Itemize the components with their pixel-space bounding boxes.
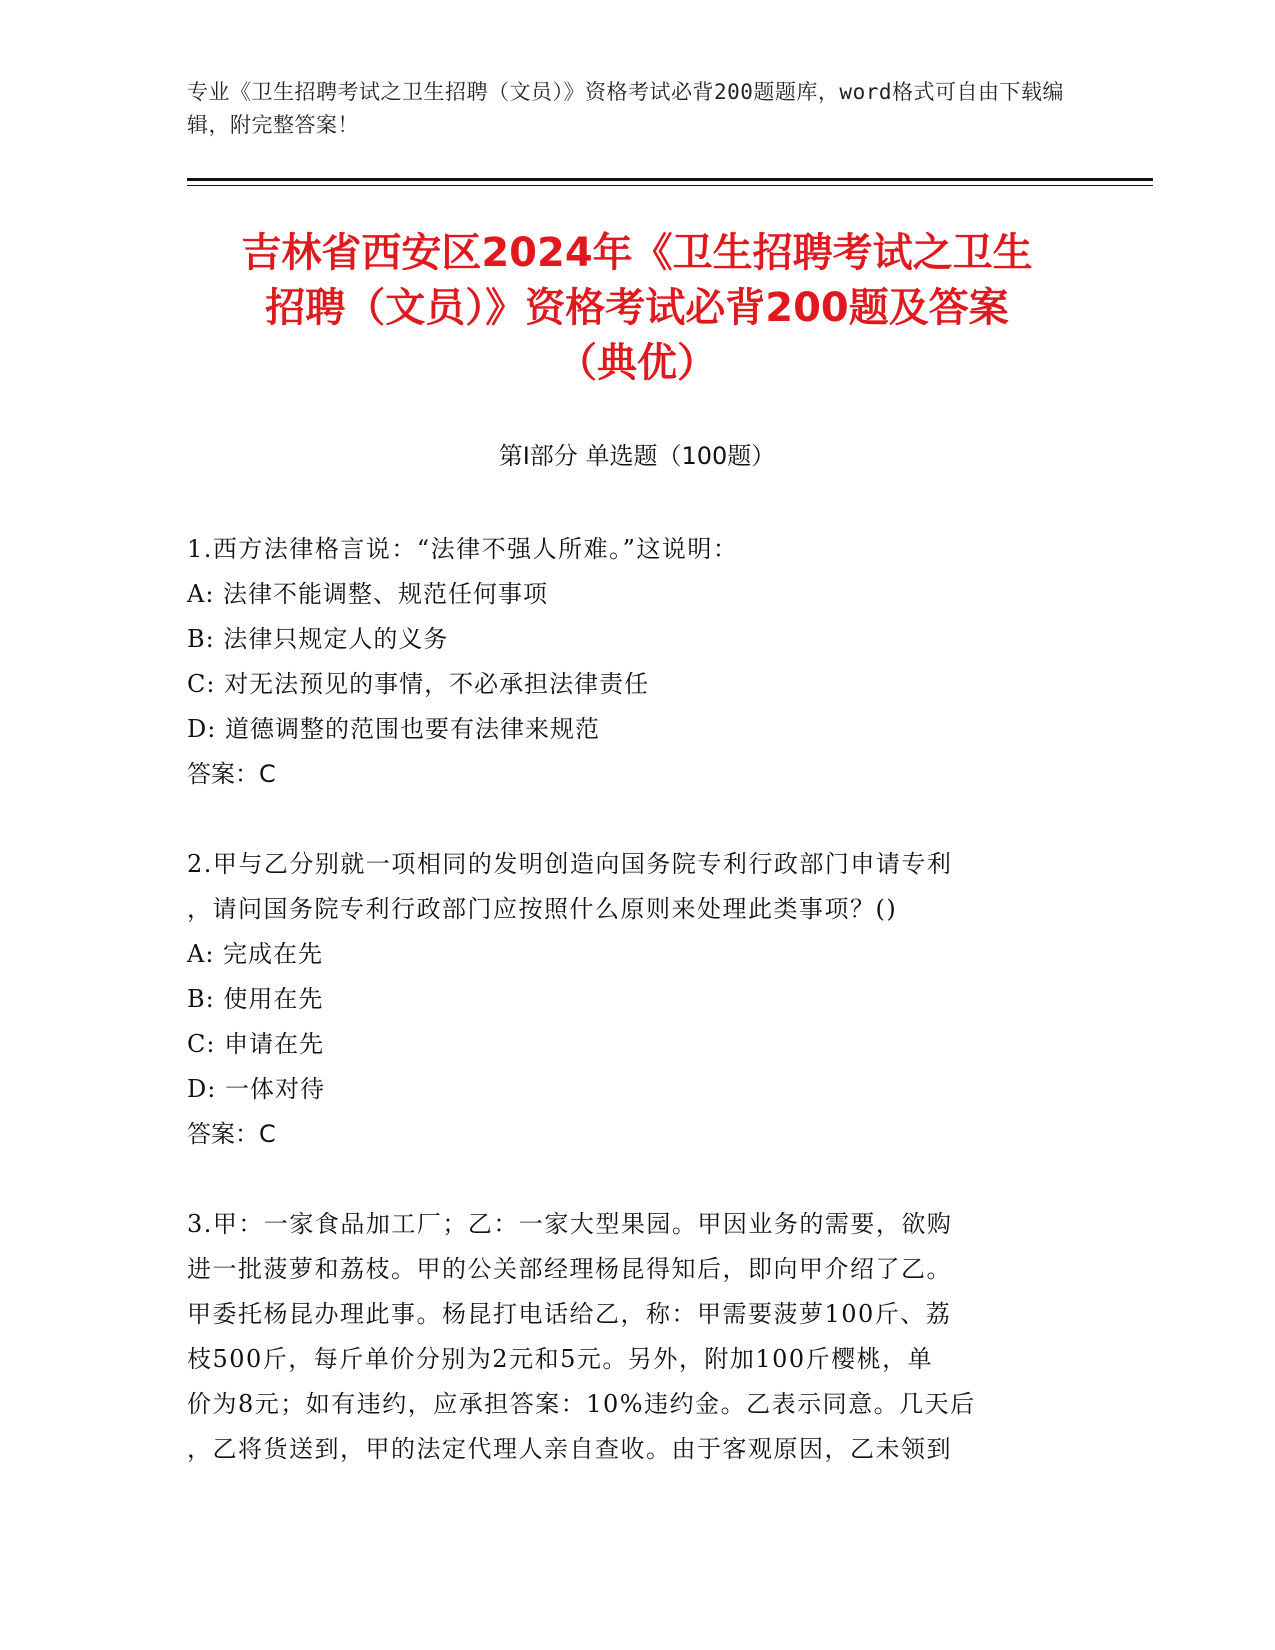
question-stem-line-4: 枝500斤，每斤单价分别为2元和5元。另外，附加100斤樱桃，单 bbox=[187, 1345, 934, 1373]
option-c: C: 申请在先 bbox=[187, 1030, 325, 1058]
option-a: A: 法律不能调整、规范任何事项 bbox=[187, 580, 549, 608]
document-title bbox=[187, 226, 1087, 391]
option-c: C: 对无法预见的事情，不必承担法律责任 bbox=[187, 670, 650, 698]
answer: 答案：C bbox=[187, 760, 276, 788]
question-3 bbox=[187, 1202, 1067, 1472]
section-title: 第Ⅰ部分 单选题（100题） bbox=[498, 442, 776, 470]
title-line-3: （典优） bbox=[557, 340, 717, 386]
question-1 bbox=[187, 527, 1067, 797]
question-stem-line-2: 进一批菠萝和荔枝。甲的公关部经理杨昆得知后，即向甲介绍了乙。 bbox=[187, 1255, 952, 1283]
option-a: A: 完成在先 bbox=[187, 940, 324, 968]
title-line-2: 招聘（文员）》资格考试必背200题及答案 bbox=[265, 285, 1009, 331]
header-divider-thin bbox=[187, 185, 1153, 186]
question-stem-line-1: 2.甲与乙分别就一项相同的发明创造向国务院专利行政部门申请专利 bbox=[187, 850, 953, 878]
question-list bbox=[187, 527, 1067, 1517]
option-d: D: 一体对待 bbox=[187, 1075, 325, 1103]
option-d: D: 道德调整的范围也要有法律来规范 bbox=[187, 715, 600, 743]
question-stem-line-2: ，请问国务院专利行政部门应按照什么原则来处理此类事项？() bbox=[187, 895, 898, 923]
answer: 答案：C bbox=[187, 1120, 276, 1148]
question-2 bbox=[187, 842, 1067, 1157]
question-stem: 1.西方法律格言说：“法律不强人所难。”这说明： bbox=[187, 535, 739, 563]
option-b: B: 使用在先 bbox=[187, 985, 324, 1013]
question-stem-line-1: 3.甲：一家食品加工厂；乙：一家大型果园。甲因业务的需要，欲购 bbox=[187, 1210, 953, 1238]
question-stem-line-3: 甲委托杨昆办理此事。杨昆打电话给乙，称：甲需要菠萝100斤、荔 bbox=[187, 1300, 952, 1328]
header-divider-thick bbox=[187, 178, 1153, 181]
question-stem-line-5: 价为8元；如有违约，应承担答案：10%违约金。乙表示同意。几天后 bbox=[187, 1390, 976, 1418]
option-b: B: 法律只规定人的义务 bbox=[187, 625, 449, 653]
question-stem-line-6: ，乙将货送到，甲的法定代理人亲自查收。由于客观原因，乙未领到 bbox=[187, 1435, 952, 1463]
header-note: 专业《卫生招聘考试之卫生招聘（文员）》资格考试必背200题题库，word格式可自由下载编辑，附完整答案！ bbox=[187, 80, 1064, 137]
title-line-1: 吉林省西安区2024年《卫生招聘考试之卫生 bbox=[241, 230, 1033, 276]
